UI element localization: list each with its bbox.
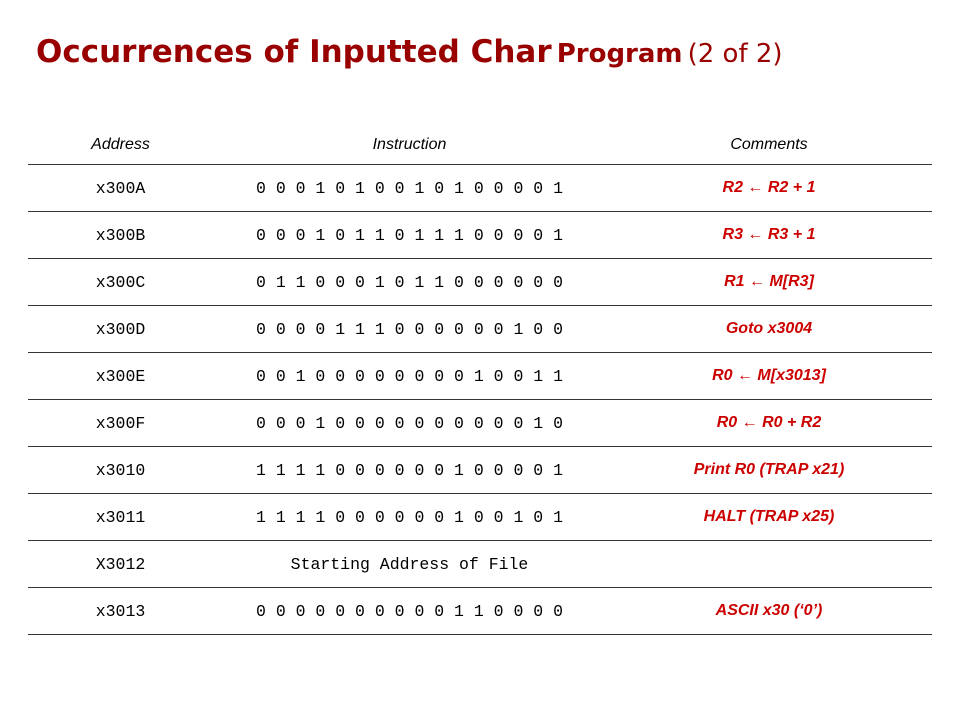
header-instruction: Instruction	[213, 126, 606, 165]
instruction-cell: 1 1 1 1 0 0 0 0 0 0 1 0 0 0 0 1	[213, 447, 606, 494]
table-row	[28, 541, 932, 588]
comment-cell: HALT (TRAP x25)	[606, 494, 932, 541]
comment-cell: ASCII x30 (‘0’)	[606, 588, 932, 635]
instruction-cell: 0 0 1 0 0 0 0 0 0 0 0 1 0 0 1 1	[213, 353, 606, 400]
instruction-cell: 0 1 1 0 0 0 1 0 1 1 0 0 0 0 0 0	[213, 259, 606, 306]
address-cell: x3011	[28, 494, 213, 541]
table-row	[28, 259, 932, 306]
title-sub: Program	[556, 39, 683, 69]
address-cell: x300C	[28, 259, 213, 306]
title-main: Occurrences of Inputted Char	[36, 34, 552, 70]
table-row	[28, 212, 932, 259]
comment-cell: Print R0 (TRAP x21)	[606, 447, 932, 494]
table-row	[28, 494, 932, 541]
address-cell: x300E	[28, 353, 213, 400]
instruction-cell: Starting Address of File	[213, 541, 606, 588]
header-address: Address	[28, 126, 213, 165]
title-part: (2 of 2)	[687, 39, 783, 69]
comment-cell: R1 ← M[R3]	[606, 259, 932, 306]
address-cell: x300B	[28, 212, 213, 259]
comment-cell: Goto x3004	[606, 306, 932, 353]
table-row	[28, 447, 932, 494]
instruction-cell: 0 0 0 0 0 0 0 0 0 0 1 1 0 0 0 0	[213, 588, 606, 635]
address-cell: x300A	[28, 165, 213, 212]
header-comments: Comments	[606, 126, 932, 165]
comment-cell: R0 ← M[x3013]	[606, 353, 932, 400]
table-row	[28, 306, 932, 353]
comment-cell: R0 ← R0 + R2	[606, 400, 932, 447]
page-title	[36, 34, 783, 70]
instruction-cell: 0 0 0 1 0 1 1 0 1 1 1 0 0 0 0 1	[213, 212, 606, 259]
comment-cell	[606, 541, 932, 588]
instruction-cell: 0 0 0 0 1 1 1 0 0 0 0 0 0 1 0 0	[213, 306, 606, 353]
address-cell: x300D	[28, 306, 213, 353]
comment-cell: R2 ← R2 + 1	[606, 165, 932, 212]
program-table	[28, 126, 932, 635]
address-cell: X3012	[28, 541, 213, 588]
instruction-cell: 0 0 0 1 0 1 0 0 1 0 1 0 0 0 0 1	[213, 165, 606, 212]
address-cell: x300F	[28, 400, 213, 447]
comment-cell: R3 ← R3 + 1	[606, 212, 932, 259]
table-row	[28, 588, 932, 635]
table-row	[28, 400, 932, 447]
address-cell: x3010	[28, 447, 213, 494]
address-cell: x3013	[28, 588, 213, 635]
table-header-row	[28, 126, 932, 165]
table-row	[28, 353, 932, 400]
instruction-cell: 1 1 1 1 0 0 0 0 0 0 1 0 0 1 0 1	[213, 494, 606, 541]
instruction-cell: 0 0 0 1 0 0 0 0 0 0 0 0 0 0 1 0	[213, 400, 606, 447]
table-row	[28, 165, 932, 212]
